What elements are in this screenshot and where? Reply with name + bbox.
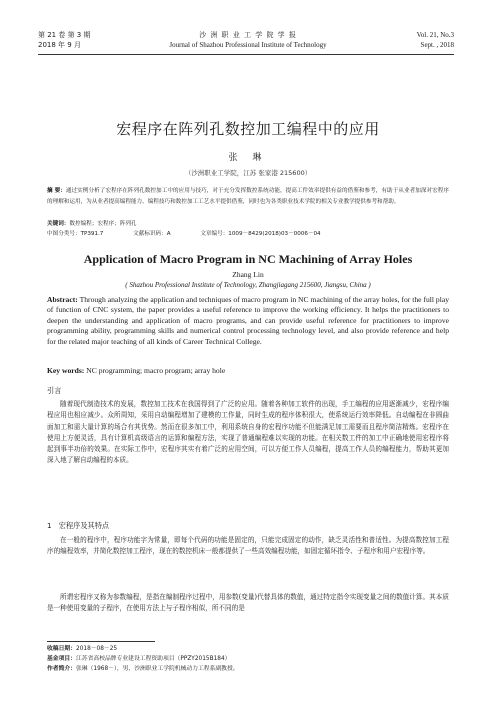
footnote-fund bbox=[47, 655, 449, 664]
article-title-en: Application of Macro Program in NC Machining of Array Holes bbox=[83, 252, 413, 266]
section1-paragraph-1: 在一般的程序中，程序功能字为常量，即每个代码的功能是固定的，只能完成固定的动作，缺乏灵活性和普适性。为提高数控加工程序的编程效率，并简化数控加工程序，现在的数控机床一般都提供了一些高效编程功能，如固定循环指令、子程序和用户宏程序等。 bbox=[47, 536, 449, 556]
section-heading-1: 1 宏程序及其特点 bbox=[47, 521, 110, 530]
article-number: 文章编号：1009－8429(2018)03－0006－04 bbox=[200, 231, 321, 237]
abstract-cn-text: 通过实例分析了宏程序在阵列孔数控加工中的应用与技巧，对于充分发挥数控系统功能，提高工件效率提供有益的借鉴和参考，有助于从业者加深对宏程序的理解和运用，为从业者提高编程能力、编程技巧和数控加工工艺水平提供借鉴，同时也为各类职业技术学院的相关专业教学提供参考和帮助。 bbox=[47, 188, 449, 205]
author-cn: 张 琳 bbox=[228, 153, 268, 163]
affiliation-cn: （沙洲职业工学院，江苏 张家港 215600） bbox=[184, 169, 312, 177]
publication-date: 2018 年 9 月 bbox=[38, 41, 81, 49]
footnote-author bbox=[47, 665, 449, 674]
abstract-en bbox=[47, 295, 449, 347]
keywords-cn-text: 数控编程；宏程序；阵列孔 bbox=[69, 221, 137, 227]
keywords-cn bbox=[47, 220, 137, 228]
document-code: 文献标识码：A bbox=[133, 231, 171, 237]
keywords-en-text: NC programming; macro program; array hole bbox=[86, 366, 226, 375]
author-bio-label: 作者简介： bbox=[47, 666, 76, 672]
abstract-cn bbox=[47, 186, 449, 207]
header-rule bbox=[38, 54, 454, 55]
footnote-received bbox=[47, 645, 449, 654]
abstract-en-label: Abstract: bbox=[47, 295, 78, 304]
author-en: Zhang Lin bbox=[232, 270, 264, 279]
section1-paragraph-2: 所谓宏程序又称为参数编程，是指在编制程序过程中，用参数(变量)代替具体的数值，通过特定指令实现变量之间的数值计算。其本质是一种使用变量的子程序，在使用方法上与子程序相似，所不同的是 bbox=[47, 593, 449, 613]
section-heading-intro: 引言 bbox=[47, 386, 62, 395]
journal-name-cn: 沙 洲 职 业 工 学 院 学 报 bbox=[199, 31, 297, 39]
journal-name-en: Journal of Shazhou Professional Institute of Technology bbox=[169, 41, 327, 49]
article-title-cn: 宏程序在阵列孔数控加工编程中的应用 bbox=[116, 120, 380, 138]
classification-line bbox=[47, 230, 449, 238]
received-date: 2018－08－25 bbox=[76, 646, 118, 652]
footnote-rule bbox=[47, 641, 155, 642]
abstract-cn-label: 摘 要： bbox=[47, 188, 66, 194]
volume-issue: 第 21 卷 第 3 期 bbox=[38, 31, 91, 39]
fund-label: 基金项目： bbox=[47, 656, 76, 662]
abstract-en-text: Through analyzing the application and techniques of macro program in NC machining of the array holes, for the full play of function of CNC system, the paper provides a useful reference to improve the working efficiency. It helps the practitioners to deepen the understanding and application of macro programs, and can provide useful reference for practitioners to improve programming ability, programming skills and numerical control processing technology level, and also provide reference and help for the related major teaching of all kinds of Career Technical College. bbox=[47, 295, 450, 346]
keywords-en bbox=[47, 366, 449, 376]
fund-text: 江苏省高校品牌专业建设工程资助项目（PPZY2015B184） bbox=[76, 656, 231, 662]
volume-en: Vol. 21, No.3 bbox=[416, 31, 454, 39]
received-label: 收稿日期： bbox=[47, 646, 76, 652]
keywords-en-label: Key words: bbox=[47, 366, 85, 375]
author-bio-text: 张琳（1968－），男，沙洲职业工学院机械动力工程系副教授。 bbox=[76, 666, 239, 672]
intro-paragraph: 随着现代制造技术的发展，数控加工技术在我国得到了广泛的应用。随着各种加工软件的出现，手工编程的应用逐渐减少，宏程序编程应用也相应减少。众所周知，采用自动编程增加了建模的工作量，同时生成的程序体积很大，使系统运行效率降低。自动编程在非圆曲面加工和需大量计算的场合有其优势。然而在很多加工中，利用系统自身的宏程序功能不但能满足加工需要而且程序简洁精炼。宏程序在使用上方便灵活，具有计算机高级语言的运算和编程方法，实现了普通编程难以实现的功能。在相关数工件的加工中正确地使用宏程序将起到事半功倍的效果。在实际工作中，宏程序其实有着广泛的应用空间，可以方便工作人员编程，提高工作人员的编程能力，帮助其更加深入地了解自动编程的本质。 bbox=[47, 400, 449, 465]
date-en: Sept. , 2018 bbox=[420, 41, 454, 49]
clc-number: 中图分类号：TP391.7 bbox=[47, 231, 104, 237]
keywords-cn-label: 关键词： bbox=[47, 221, 70, 227]
running-header-right bbox=[417, 30, 454, 50]
affiliation-en: ( Shazhou Professional Institute of Technology, Zhangjiagang 215600, Jiangsu, China ) bbox=[125, 281, 371, 289]
